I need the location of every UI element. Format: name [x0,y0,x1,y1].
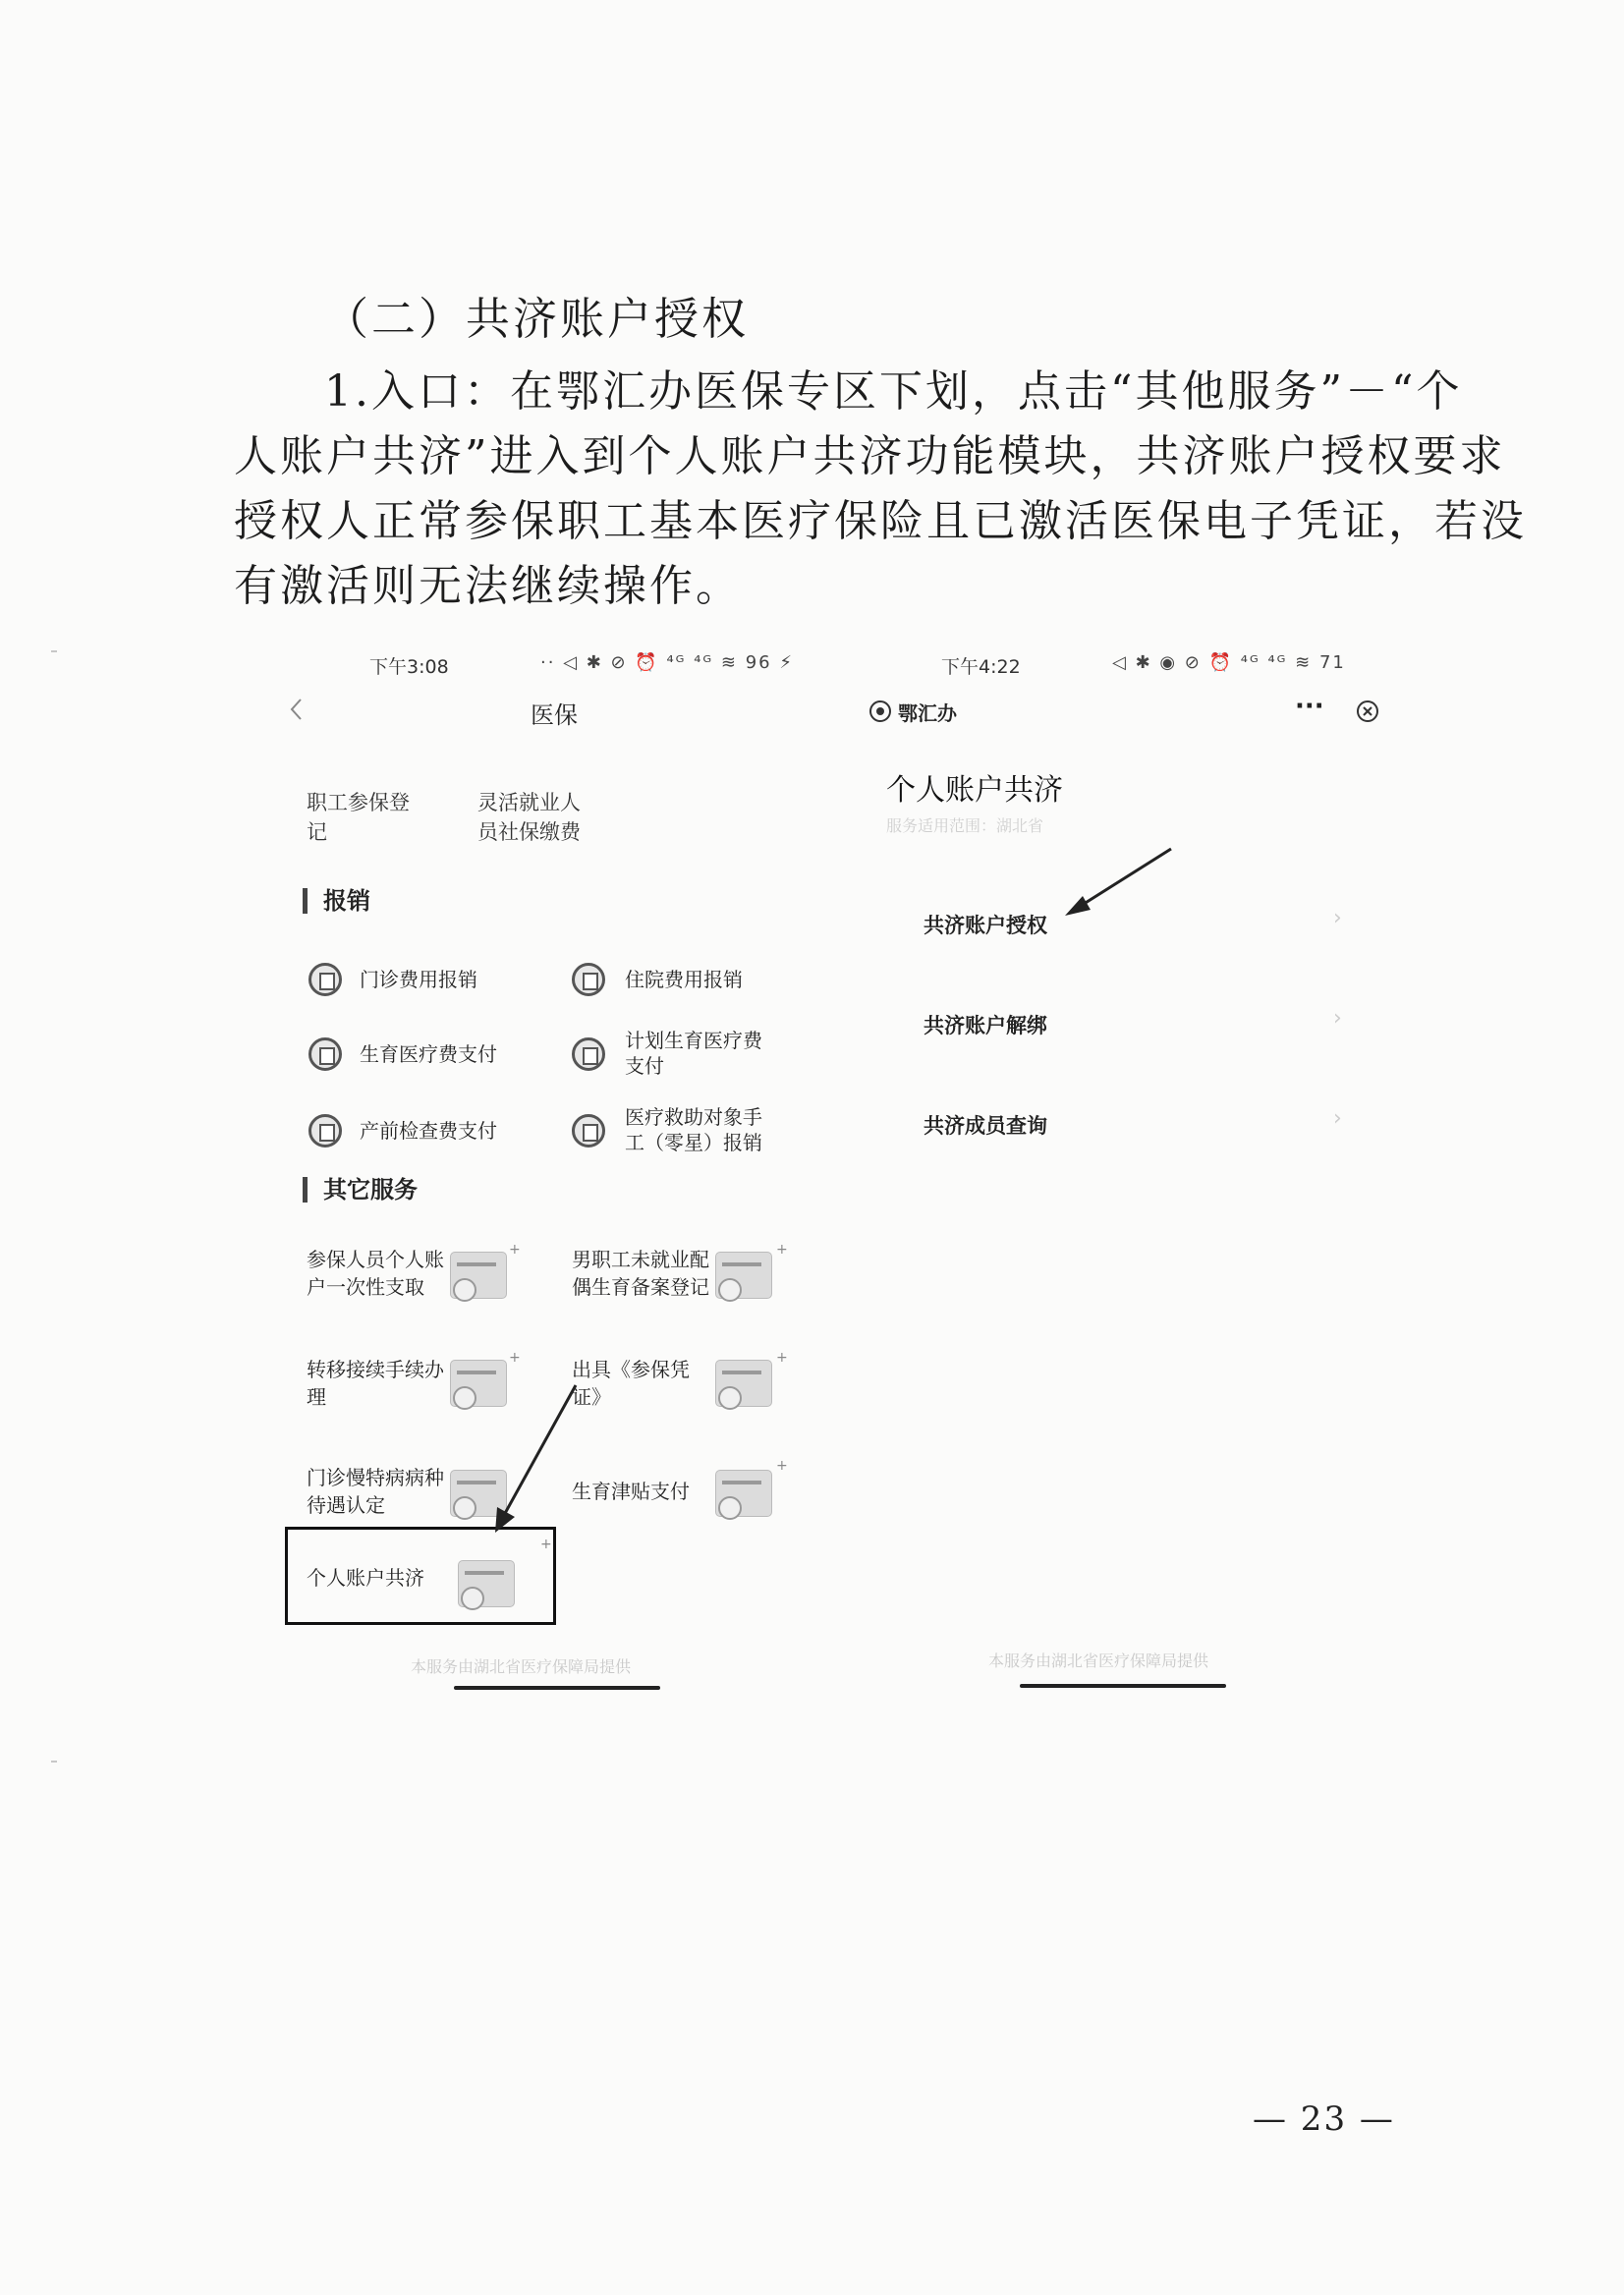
family-planning-item[interactable]: 计划生育医疗费 支付 [625,1029,762,1078]
page-number: — 23 — [1253,2099,1395,2139]
prenatal-check-item[interactable]: 产前检查费支付 [360,1119,497,1143]
chevron-right-icon: › [1333,1006,1342,1031]
tile-flexible-employment-payment[interactable]: 灵活就业人 员社保缴费 [477,791,581,844]
card-lump-sum-withdrawal[interactable]: 参保人员个人账 户一次性支取 [307,1248,444,1299]
pointer-arrow-icon [275,652,806,1694]
sparkle-icon: + [776,1350,788,1366]
other-services-heading: 其它服务 [303,1177,418,1203]
page-title: 个人账户共济 [886,773,1063,808]
sparkle-icon: + [776,1242,788,1258]
footer-note: 本服务由湖北省医疗保障局提供 [988,1651,1209,1670]
reimburse-heading: 报销 [303,888,370,914]
account-sharing-screenshot [855,652,1405,1694]
paragraph-line: 1.入口：在鄂汇办医保专区下划，点击“其他服务”－“个 [324,366,1463,417]
footer-note: 本服务由湖北省医疗保障局提供 [411,1657,632,1676]
sparkle-icon: + [540,1537,552,1552]
chevron-right-icon: › [1333,906,1342,930]
card-personal-account-sharing[interactable]: 个人账户共济 [307,1566,424,1590]
sparkle-icon: + [509,1350,521,1366]
menu-item-account-authorization[interactable]: 共济账户授权 [924,914,1047,937]
outpatient-reimburse-item[interactable]: 门诊费用报销 [360,968,477,991]
chevron-right-icon: › [1333,1106,1342,1131]
sparkle-icon: + [509,1242,521,1258]
card-maternity-allowance[interactable]: 生育津贴支付 [572,1480,690,1503]
more-button[interactable]: ··· [1295,692,1324,721]
paragraph-line: 授权人正常参保职工基本医疗保险且已激活医保电子凭证，若没 [234,496,1527,546]
status-time: 下午3:08 [369,656,449,678]
maternity-medical-item[interactable]: 生育医疗费支付 [360,1042,497,1066]
paragraph-line: 人账户共济”进入到个人账户共济功能模块，共济账户授权要求 [234,431,1506,481]
status-time: 下午4:22 [941,656,1021,678]
card-chronic-disease-approval[interactable]: 门诊慢特病病种 待遇认定 [307,1466,444,1517]
pointer-arrow-icon [855,652,1405,1694]
card-spouse-maternity-registration[interactable]: 男职工未就业配 偶生育备案登记 [572,1248,709,1299]
tile-employee-enrollment[interactable]: 职工参保登 记 [307,791,410,844]
menu-item-member-query[interactable]: 共济成员查询 [924,1114,1047,1138]
medical-insurance-screenshot [275,652,806,1694]
section-heading: （二）共济账户授权 [324,293,750,345]
instruction-paragraph [234,360,1527,619]
inpatient-reimburse-item[interactable]: 住院费用报销 [625,968,743,991]
menu-item-account-unbinding[interactable]: 共济账户解绑 [924,1014,1047,1037]
status-icons: ◁ ✱ ◉ ⊘ ⏰ ⁴ᴳ ⁴ᴳ ≋ 71 [1112,652,1346,673]
card-insurance-certificate[interactable]: 出具《参保凭 证》 [572,1358,690,1409]
home-indicator[interactable] [1020,1684,1226,1688]
margin-mark [51,650,57,652]
screen-title: 医保 [531,701,578,729]
margin-mark [51,1761,57,1763]
status-icons: ·· ◁ ✱ ⊘ ⏰ ⁴ᴳ ⁴ᴳ ≋ 96 ⚡ [540,652,794,673]
card-transfer-continuation[interactable]: 转移接续手续办 理 [307,1358,444,1409]
sparkle-icon: + [776,1458,788,1474]
medical-aid-item[interactable]: 医疗救助对象手 工（零星）报销 [625,1105,762,1154]
paragraph-line: 有激活则无法继续操作。 [234,561,742,611]
service-scope: 服务适用范围：湖北省 [886,816,1044,835]
app-name: 鄂汇办 [898,701,957,725]
home-indicator[interactable] [454,1686,660,1690]
